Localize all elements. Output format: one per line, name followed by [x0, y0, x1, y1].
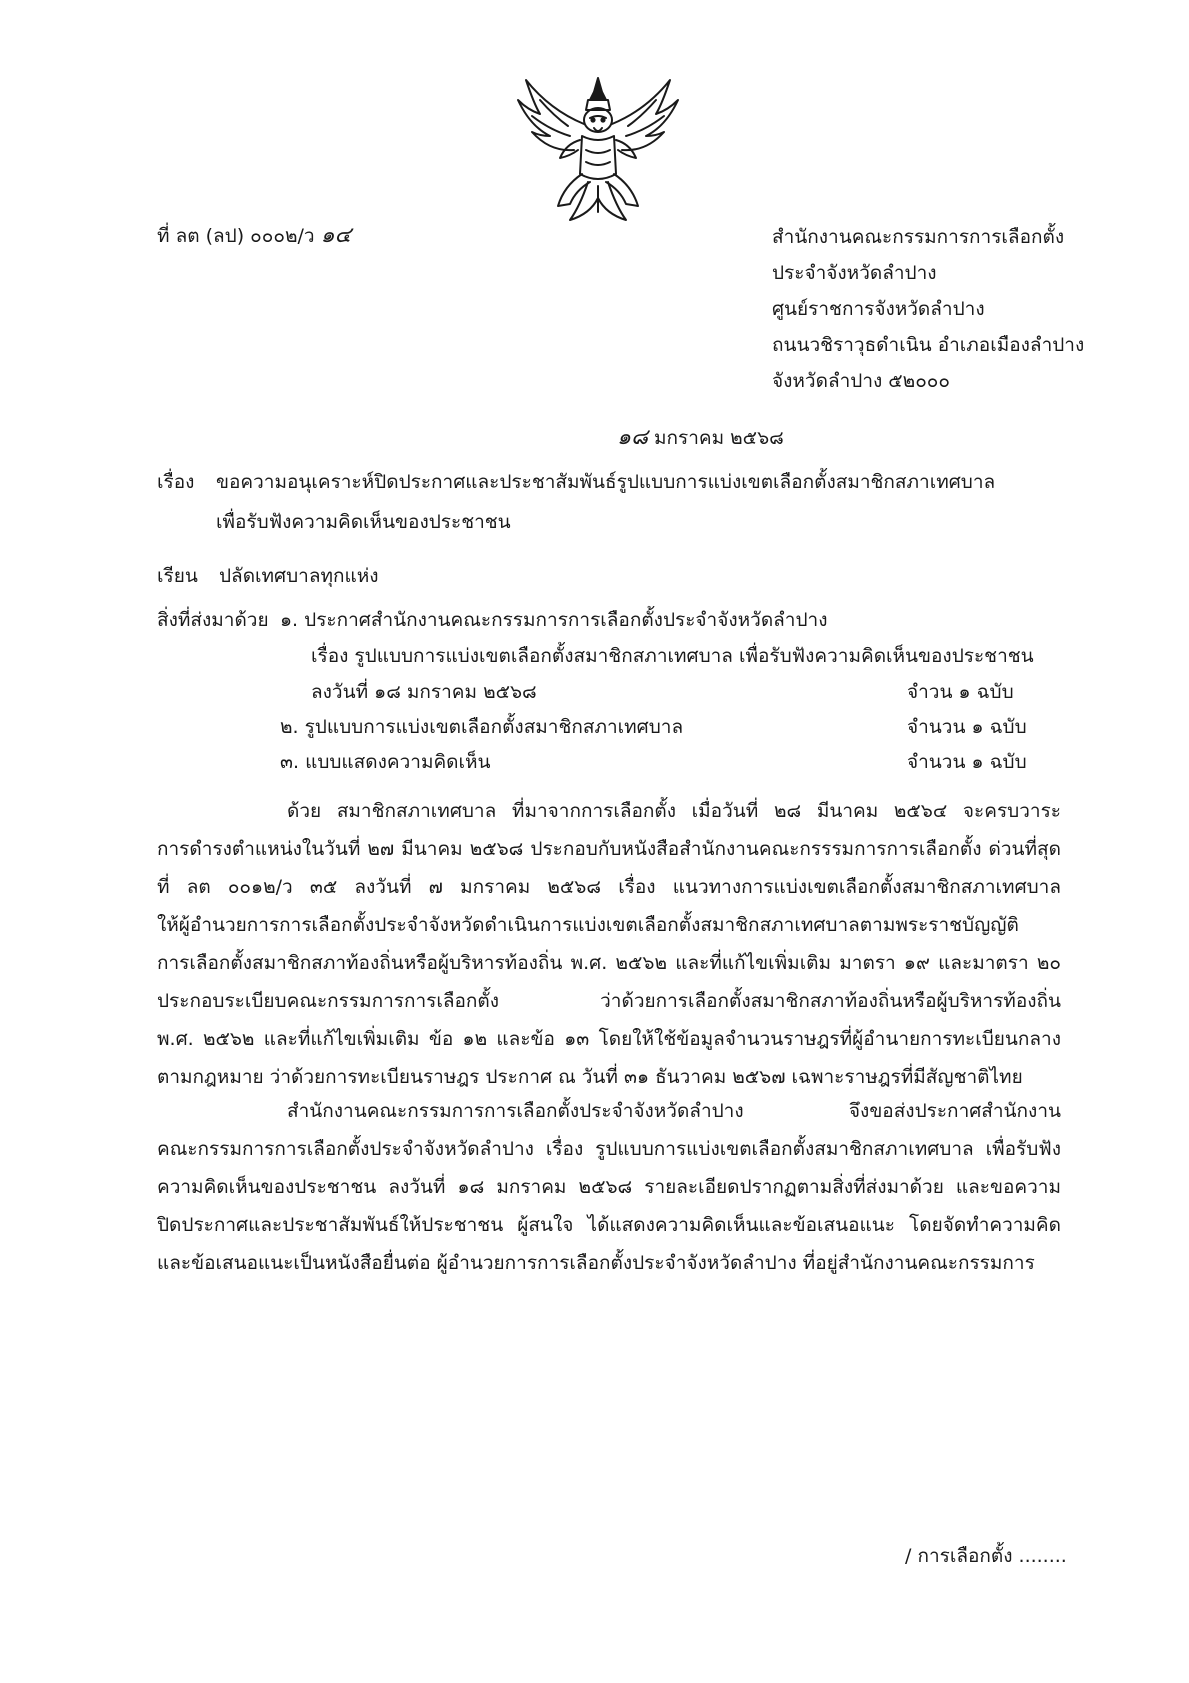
sender-address-line: สำนักงานคณะกรรมการการเลือกตั้ง	[772, 226, 1065, 248]
body-paragraph-2	[157, 1092, 1061, 1282]
sender-address-line: ศูนย์ราชการจังหวัดลำปาง	[772, 298, 985, 320]
enclosure-item-2-qty: จำนวน ๑ ฉบับ	[907, 716, 1027, 738]
enclosure-label: สิ่งที่ส่งมาด้วย	[157, 609, 269, 631]
sender-address-line: จังหวัดลำปาง ๕๒๐๐๐	[772, 370, 950, 392]
paragraph-line: สำนักงานคณะกรรมการการเลือกตั้งประจำจังหวัดลำปาง จึงขอส่งประกาศสำนักงาน	[287, 1100, 1061, 1122]
sender-address-line: ถนนวชิราวุธดำเนิน อำเภอเมืองลำปาง	[772, 334, 1085, 356]
enclosure-item-1-date: ลงวันที่ ๑๘ มกราคม ๒๕๖๘	[311, 681, 537, 703]
paragraph-line: ประกอบระเบียบคณะกรรมการการเลือกตั้ง ว่าด้วยการเลือกตั้งสมาชิกสภาท้องถิ่นหรือผู้บริหารท้องถิ่น	[157, 990, 1061, 1012]
subject-label: เรื่อง	[157, 471, 195, 493]
body-paragraph-1	[157, 792, 1061, 1096]
paragraph-line: ตามกฎหมาย ว่าด้วยการทะเบียนราษฎร ประกาศ ณ วันที่ ๓๑ ธันวาคม ๒๕๖๗ เฉพาะราษฎรที่มีสัญชาติไทย	[157, 1066, 1023, 1088]
sender-address-line: ประจำจังหวัดลำปาง	[772, 262, 937, 284]
paragraph-line: พ.ศ. ๒๕๖๒ และที่แก้ไขเพิ่มเติม ข้อ ๑๒ และข้อ ๑๓ โดยให้ใช้ข้อมูลจำนวนราษฎรที่ผู้อำนายการทะเบียนกลาง	[157, 1028, 1061, 1050]
enclosure-item-2: ๒. รูปแบบการแบ่งเขตเลือกตั้งสมาชิกสภาเทศบาล	[280, 716, 684, 738]
paragraph-line: และข้อเสนอแนะเป็นหนังสือยื่นต่อ ผู้อำนวยการการเลือกตั้งประจำจังหวัดลำปาง ที่อยู่สำนักงานคณะกรรมการ	[157, 1252, 1035, 1274]
date-printed: มกราคม ๒๕๖๘	[653, 427, 784, 449]
doc-number-prefix: ที่ ลต (ลป) ๐๐๐๒/ว	[157, 225, 315, 247]
to-label: เรียน	[157, 565, 198, 587]
enclosure-item-3: ๓. แบบแสดงความคิดเห็น	[280, 751, 491, 773]
doc-number-handwritten: ๑๔	[320, 223, 352, 248]
paragraph-line: คณะกรรมการการเลือกตั้งประจำจังหวัดลำปาง เรื่อง รูปแบบการแบ่งเขตเลือกตั้งสมาชิกสภาเทศบาล เพื่อรับฟัง	[157, 1138, 1061, 1160]
sender-address	[772, 219, 1084, 399]
paragraph-line: ความคิดเห็นของประชาชน ลงวันที่ ๑๘ มกราคม ๒๕๖๘ รายละเอียดปรากฏตามสิ่งที่ส่งมาด้วย และขอความ	[157, 1176, 1061, 1198]
subject-line: ขอความอนุเคราะห์ปิดประกาศและประชาสัมพันธ์รูปแบบการแบ่งเขตเลือกตั้งสมาชิกสภาเทศบาล	[216, 471, 996, 493]
enclosure-item-3-qty: จำนวน ๑ ฉบับ	[907, 751, 1027, 773]
paragraph-line: ด้วย สมาชิกสภาเทศบาล ที่มาจากการเลือกตั้ง เมื่อวันที่ ๒๘ มีนาคม ๒๕๖๔ จะครบวาระ	[287, 800, 1061, 822]
paragraph-line: ให้ผู้อำนวยการการเลือกตั้งประจำจังหวัดดำเนินการแบ่งเขตเลือกตั้งสมาชิกสภาเทศบาลตามพระราชบัญญัติ	[157, 914, 1019, 936]
subject-line: เพื่อรับฟังความคิดเห็นของประชาชน	[216, 511, 511, 533]
enclosure-item-1-qty: จำวน ๑ ฉบับ	[907, 681, 1014, 703]
paragraph-line: การเลือกตั้งสมาชิกสภาท้องถิ่นหรือผู้บริหารท้องถิ่น พ.ศ. ๒๕๖๒ และที่แก้ไขเพิ่มเติม มาตรา ๑๙ และมาตรา ๒๐	[157, 952, 1061, 974]
date-handwritten: ๑๘	[617, 425, 648, 450]
enclosure-item-1-subject: เรื่อง รูปแบบการแบ่งเขตเลือกตั้งสมาชิกสภาเทศบาล เพื่อรับฟังความคิดเห็นของประชาชน	[311, 645, 1034, 667]
to-value: ปลัดเทศบาลทุกแห่ง	[219, 565, 379, 587]
continuation-marker: / การเลือกตั้ง ........	[905, 1545, 1067, 1567]
garuda-emblem-icon	[510, 70, 686, 230]
document-date	[617, 424, 784, 452]
paragraph-line: ที่ ลต ๐๐๑๒/ว ๓๕ ลงวันที่ ๗ มกราคม ๒๕๖๘ เรื่อง แนวทางการแบ่งเขตเลือกตั้งสมาชิกสภาเทศบาล	[157, 876, 1061, 898]
paragraph-line: ปิดประกาศและประชาสัมพันธ์ให้ประชาชน ผู้สนใจ ได้แสดงความคิดเห็นและข้อเสนอแนะ โดยจัดทำความคิด	[157, 1214, 1061, 1236]
doc-number	[157, 222, 351, 250]
paragraph-line: การดำรงตำแหน่งในวันที่ ๒๗ มีนาคม ๒๕๖๘ ประกอบกับหนังสือสำนักงานคณะกรรรมการการเลือกตั้ง ด่วนที่สุด	[157, 838, 1061, 860]
enclosure-item-1: ๑. ประกาศสำนักงานคณะกรรมการการเลือกตั้งประจำจังหวัดลำปาง	[280, 609, 828, 631]
